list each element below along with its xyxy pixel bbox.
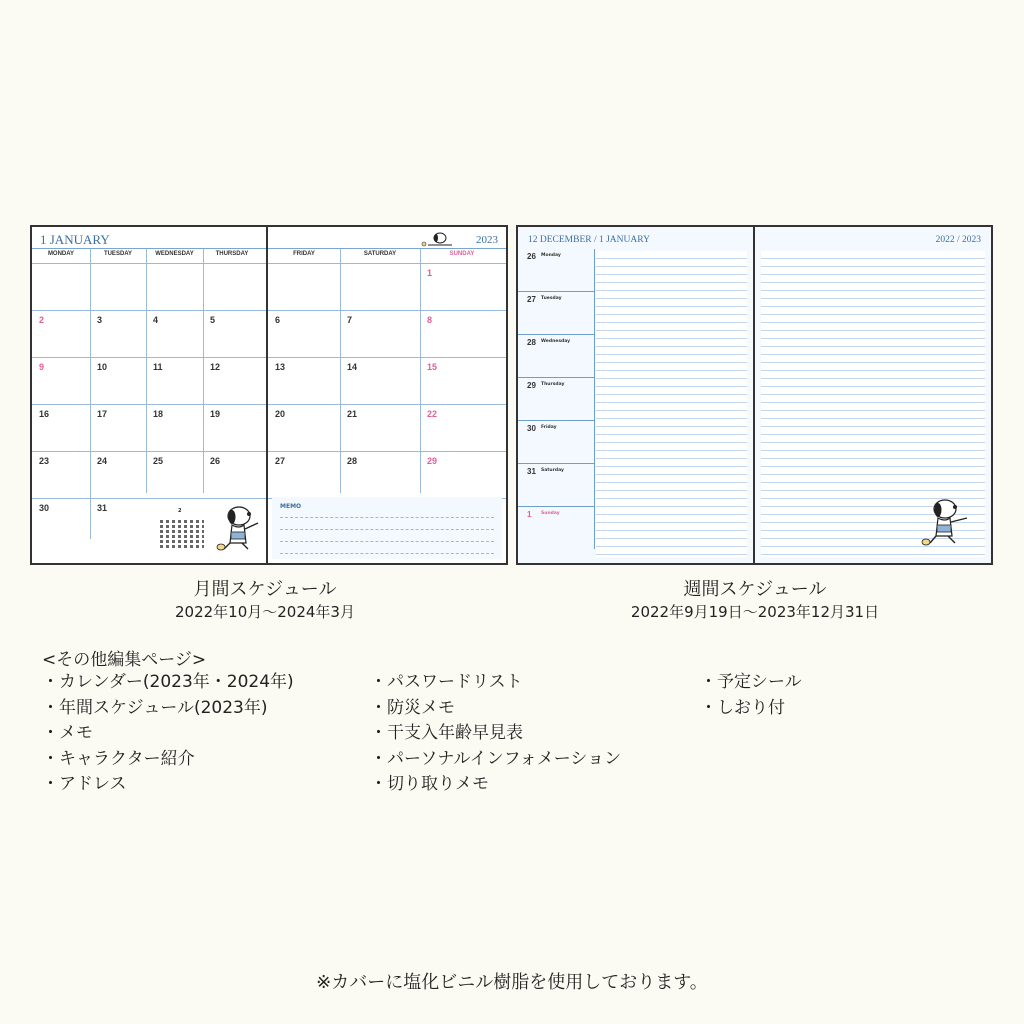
day-cell[interactable]	[32, 452, 88, 498]
week-day-number: 28	[527, 338, 536, 347]
day-cell[interactable]	[146, 358, 202, 404]
week-day-row[interactable]	[518, 378, 594, 421]
day-cell[interactable]	[420, 405, 476, 451]
day-cell[interactable]	[90, 452, 146, 498]
mini-calendar-month: 2	[178, 508, 182, 514]
list-item: ・切り取りメモ	[370, 774, 489, 794]
day-number: 31	[97, 503, 108, 513]
memo-line	[280, 517, 494, 518]
snoopy-illustration	[212, 499, 267, 555]
day-cell[interactable]	[32, 358, 88, 404]
weekday-header: FRIDAY	[293, 251, 315, 257]
other-pages-heading: <その他編集ページ>	[42, 650, 207, 670]
day-number: 14	[347, 362, 358, 372]
day-cell[interactable]	[340, 311, 396, 357]
week-day-number: 26	[527, 252, 536, 261]
monthly-spread-image	[30, 225, 508, 565]
list-item: ・キャラクター紹介	[42, 748, 195, 769]
week-day-number: 31	[527, 467, 536, 476]
list-item: ・予定シール	[700, 672, 802, 692]
list-item: ・防災メモ	[370, 697, 455, 718]
week-day-number: 1	[527, 510, 532, 519]
day-cell[interactable]	[340, 452, 396, 498]
week-day-name: Friday	[541, 425, 557, 430]
day-cell[interactable]	[32, 311, 88, 357]
weekly-caption	[580, 575, 930, 622]
monthly-year: 2023	[476, 234, 498, 246]
day-cell[interactable]	[90, 405, 146, 451]
list-item: ・カレンダー(2023年・2024年)	[42, 672, 294, 692]
week-day-name: Monday	[541, 253, 561, 258]
day-number: 8	[427, 315, 433, 325]
weekly-caption-range: 2022年9月19日〜2023年12月31日	[630, 603, 880, 621]
day-cell[interactable]	[420, 264, 476, 310]
day-cell[interactable]	[340, 405, 396, 451]
week-day-row[interactable]	[518, 464, 594, 507]
week-day-row[interactable]	[518, 421, 594, 464]
weekly-left-lines	[596, 251, 747, 557]
day-number: 4	[153, 315, 159, 325]
day-number: 30	[39, 503, 50, 513]
monthly-left-page	[32, 227, 268, 563]
week-day-name: Saturday	[541, 468, 564, 473]
week-day-row[interactable]	[518, 507, 594, 550]
day-cell[interactable]	[90, 311, 146, 357]
cover-material-note: ※カバーに塩化ビニル樹脂を使用しております。	[316, 972, 708, 993]
day-cell[interactable]	[90, 358, 146, 404]
week-day-number: 29	[527, 381, 536, 390]
day-number: 1	[427, 268, 433, 278]
weekly-year: 2022 / 2023	[935, 235, 981, 245]
day-cell[interactable]	[203, 311, 259, 357]
list-item: ・しおり付	[700, 697, 785, 718]
day-number: 22	[427, 409, 438, 419]
monthly-caption-title: 月間スケジュール	[193, 579, 337, 600]
day-number: 5	[210, 315, 216, 325]
day-cell[interactable]	[203, 405, 259, 451]
title-underline	[32, 248, 266, 249]
day-cell[interactable]	[268, 405, 324, 451]
day-number: 23	[39, 456, 50, 466]
week-day-name: Sunday	[541, 511, 560, 516]
weekday-header: MONDAY	[47, 251, 75, 257]
monthly-caption	[105, 575, 425, 622]
day-cell[interactable]	[268, 358, 324, 404]
weekday-header: SUNDAY	[449, 251, 475, 257]
snoopy-on-line-illustration	[418, 229, 458, 249]
week-day-row[interactable]	[518, 249, 594, 292]
day-number: 10	[97, 362, 108, 372]
day-number: 18	[153, 409, 164, 419]
week-day-number: 30	[527, 424, 536, 433]
day-cell[interactable]	[146, 405, 202, 451]
week-column-separator	[594, 249, 595, 549]
day-cell[interactable]	[203, 358, 259, 404]
day-number: 2	[39, 315, 45, 325]
snoopy-illustration	[915, 492, 977, 550]
weekly-spread-image	[516, 225, 993, 565]
weekday-header: THURSDAY	[215, 251, 249, 257]
other-pages-col2	[370, 670, 621, 798]
day-number: 28	[347, 456, 358, 466]
list-item: ・パスワードリスト	[370, 672, 523, 692]
memo-line	[280, 529, 494, 530]
weekly-title: 12 DECEMBER / 1 JANUARY	[528, 235, 650, 245]
day-number: 9	[39, 362, 45, 372]
day-cell[interactable]	[146, 452, 202, 498]
day-cell[interactable]	[340, 358, 396, 404]
list-item: ・アドレス	[42, 774, 127, 794]
header-underline	[32, 263, 266, 264]
day-cell[interactable]	[203, 452, 259, 498]
weekly-caption-title: 週間スケジュール	[683, 579, 827, 600]
day-number: 26	[210, 456, 221, 466]
day-cell[interactable]	[90, 499, 146, 545]
day-number: 17	[97, 409, 108, 419]
monthly-title: 1 JANUARY	[40, 232, 110, 247]
memo-line	[280, 553, 494, 554]
day-number: 13	[275, 362, 286, 372]
week-day-number: 27	[527, 295, 536, 304]
day-cell[interactable]	[420, 358, 476, 404]
week-day-name: Wednesday	[541, 339, 571, 344]
title-underline	[268, 248, 506, 249]
day-number: 11	[153, 362, 163, 372]
day-number: 7	[347, 315, 353, 325]
day-cell[interactable]	[268, 452, 324, 498]
monthly-right-page	[268, 227, 506, 563]
day-number: 27	[275, 456, 286, 466]
day-cell[interactable]	[32, 405, 88, 451]
day-number: 15	[427, 362, 438, 372]
day-number: 3	[97, 315, 103, 325]
other-pages-col3	[700, 670, 802, 721]
day-number: 25	[153, 456, 164, 466]
day-cell[interactable]	[268, 311, 324, 357]
list-item: ・パーソナルインフォメーション	[370, 748, 622, 769]
mini-calendar	[160, 510, 204, 550]
day-number: 29	[427, 456, 438, 466]
day-cell[interactable]	[32, 499, 88, 545]
day-number: 12	[210, 362, 221, 372]
week-day-name: Thursday	[541, 382, 565, 387]
list-item: ・メモ	[42, 723, 93, 743]
week-day-name: Tuesday	[541, 296, 562, 301]
day-number: 24	[97, 456, 108, 466]
weekday-header: WEDNESDAY	[155, 251, 194, 257]
day-cell[interactable]	[420, 452, 476, 498]
mini-calendar-grid	[160, 518, 204, 548]
week-day-row[interactable]	[518, 292, 594, 335]
list-item: ・干支入年齢早見表	[370, 723, 523, 743]
day-number: 6	[275, 315, 281, 325]
day-number: 16	[39, 409, 50, 419]
monthly-caption-range: 2022年10月〜2024年3月	[175, 603, 355, 621]
weekly-right-page	[755, 227, 991, 563]
memo-line	[280, 541, 494, 542]
day-number: 19	[210, 409, 221, 419]
weekday-header: SATURDAY	[363, 251, 397, 257]
week-day-row[interactable]	[518, 335, 594, 378]
memo-area	[272, 497, 502, 559]
other-pages-col1	[42, 670, 294, 798]
weekly-left-page	[518, 227, 755, 563]
weekday-header: TUESDAY	[103, 251, 133, 257]
day-cell[interactable]	[146, 311, 202, 357]
day-cell[interactable]	[420, 311, 476, 357]
day-number: 21	[347, 409, 358, 419]
day-number: 20	[275, 409, 286, 419]
memo-label: MEMO	[280, 503, 302, 510]
list-item: ・年間スケジュール(2023年)	[42, 697, 268, 718]
